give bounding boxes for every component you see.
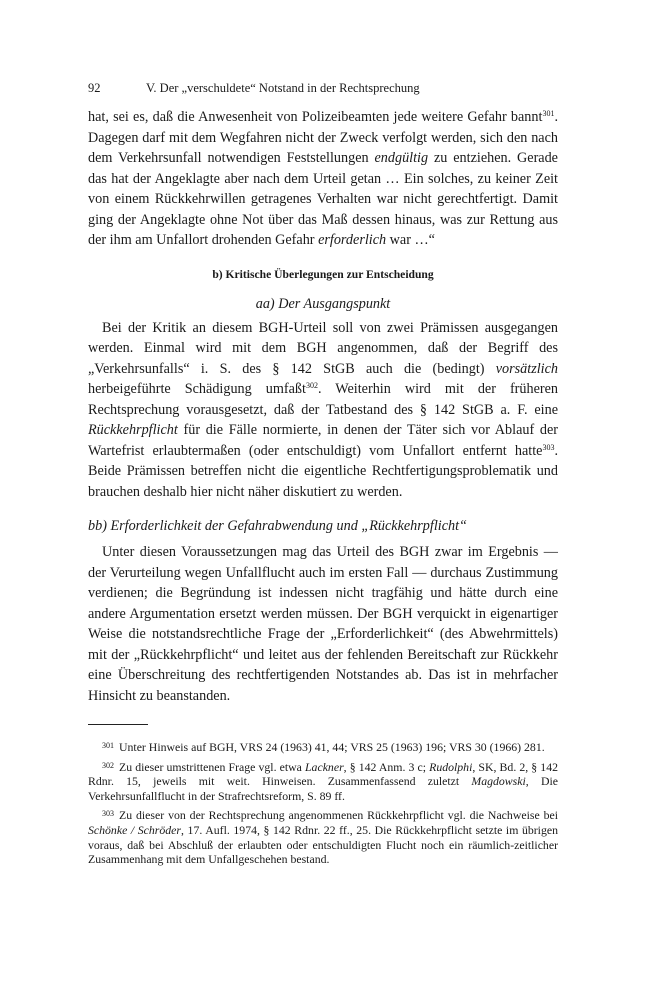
footnote-number: 302 bbox=[102, 760, 114, 770]
footnote-number: 301 bbox=[102, 741, 114, 750]
paragraph-erforderlichkeit: Unter diesen Voraussetzungen mag das Urteil des BGH zwar im Ergebnis — der Verurteilung wegen Unfallflucht auch im ersten Fall — durchaus Zustimmung verdienen; die Begründung ist indessen nicht tragfähig und hätte durch eine andere Argumentation ersetzt werden müssen. Der BGH verquickt in eigenartiger Weise die notstandsrechtliche Frage der „Erforderlichkeit“ (des Abwehrmittels) mit der „Rückkehrpflicht“ und leitet aus der fehlenden Bereitschaft zur Rückkehr eine Überschreitung des rechtfertigenden Notstandes ab. Das ist in mehrfacher Hinsicht zu beanstanden. bbox=[88, 544, 558, 704]
footnote-ref-302[interactable]: 302 bbox=[305, 381, 318, 390]
emphasis: erforderlich bbox=[318, 232, 387, 248]
running-title: V. Der „verschuldete“ Notstand in der Rechtsprechung bbox=[146, 81, 420, 95]
author-name: Lackner bbox=[305, 759, 344, 774]
footnote-301: $^{301}$ Unter Hinweis auf BGH, VRS 24 (1963) 41, 44; VRS 25 (1963) 196; VRS 30 (1966) 281. bbox=[102, 740, 545, 754]
emphasis: vorsätzlich bbox=[495, 360, 558, 377]
subsection-heading: aa) Der Ausgangspunkt bbox=[255, 295, 391, 312]
footnotes bbox=[88, 739, 558, 871]
subsection-heading: bb) Erforderlichkeit der Gefahrabwendung und „Rückkehrpflicht“ bbox=[88, 518, 467, 534]
author-name: Magdowski bbox=[471, 774, 526, 789]
emphasis: Rückkehrpflicht bbox=[88, 422, 178, 438]
section-heading: b) Kritische Überlegungen zur Entscheidung bbox=[212, 267, 434, 281]
page-number: 92 bbox=[88, 81, 101, 95]
footnote-ref-303[interactable]: 303 bbox=[542, 442, 555, 452]
author-name: Rudolphi bbox=[429, 759, 473, 774]
main-text bbox=[88, 107, 558, 706]
paragraph-ausgangspunkt: Bei der Kritik an diesem BGH-Urteil soll von zwei Prämissen ausgegangen werden. Einmal wird mit dem BGH angenommen, daß der Begriff des „Verkehrsunfalls“ i. S. des § 142 StGB auch die (bedingt) vorsätzlich herbeigeführte Schädigung umfaßt$^{302}$. Weiterhin wird mit der früheren Rechtsprechung vorausgesetzt, daß der Tatbestand des § 142 StGB a. F. eine Rückkehrpflicht für die Fälle normierte, in denen der Täter sich vor Ablauf der Wartefrist erlaubtermaßen (oder entschuldigt) vom Unfallort entfernt hatte$^{303}$. Beide Prämissen betreffen nicht die eigentliche Rechtfertigungsproblematik und brauchen deshalb hier nicht näher diskutiert zu werden. bbox=[88, 319, 559, 500]
author-name: Schönke / Schröder bbox=[88, 822, 182, 837]
footnote-number: 303 bbox=[102, 809, 114, 819]
footnote-303: $^{303}$ Zu dieser von der Rechtsprechung angenommenen Rückkehrpflicht vgl. die Nachweise bei Schönke / Schröder, 17. Aufl. 1974, § 142 Rdnr. 22 ff., 25. Die Rückkehrpflicht setzte im übrigen voraus, daß bei Abschluß der erlaubten oder entschuldigten Flucht noch ein räumlich-zeitlicher Zusammenhang mit dem Unfallgeschehen bestand. bbox=[88, 808, 558, 867]
paragraph-quote-end: hat, sei es, daß die Anwesenheit von Polizeibeamten jede weitere Gefahr bannt$^{301}$. Dagegen darf mit dem Wegfahren nicht der Zweck verfolgt werden, sich den nach dem Verkehrsunfall notwendigen Feststellungen endgültig zu entziehen. Gerade das hat der Angeklagte aber nach dem Urteil getan … Ein solches, zu keiner Zeit von einem Rückkehrwillen getragenes Verhalten war nicht gerechtfertigt. Damit ging der Angeklagte ohne Not über das Maß dessen hinaus, was zur Rettung aus der ihm am Unfallort drohenden Gefahr erforderlich war …“ bbox=[88, 109, 558, 248]
footnote-302: $^{302}$ Zu dieser umstrittenen Frage vgl. etwa Lackner, § 142 Anm. 3 c; Rudolphi, SK, Bd. 2, § 142 Rdnr. 15, jeweils mit weit. Hinweisen. Zusammenfassend zuletzt Magdowski, Die Verkehrsunfallflucht in der Strafrechtsreform, S. 89 ff. bbox=[88, 759, 559, 803]
footnote-ref-301[interactable]: 301 bbox=[542, 109, 555, 118]
footnote-separator bbox=[88, 724, 148, 725]
emphasis: endgültig bbox=[374, 150, 429, 166]
